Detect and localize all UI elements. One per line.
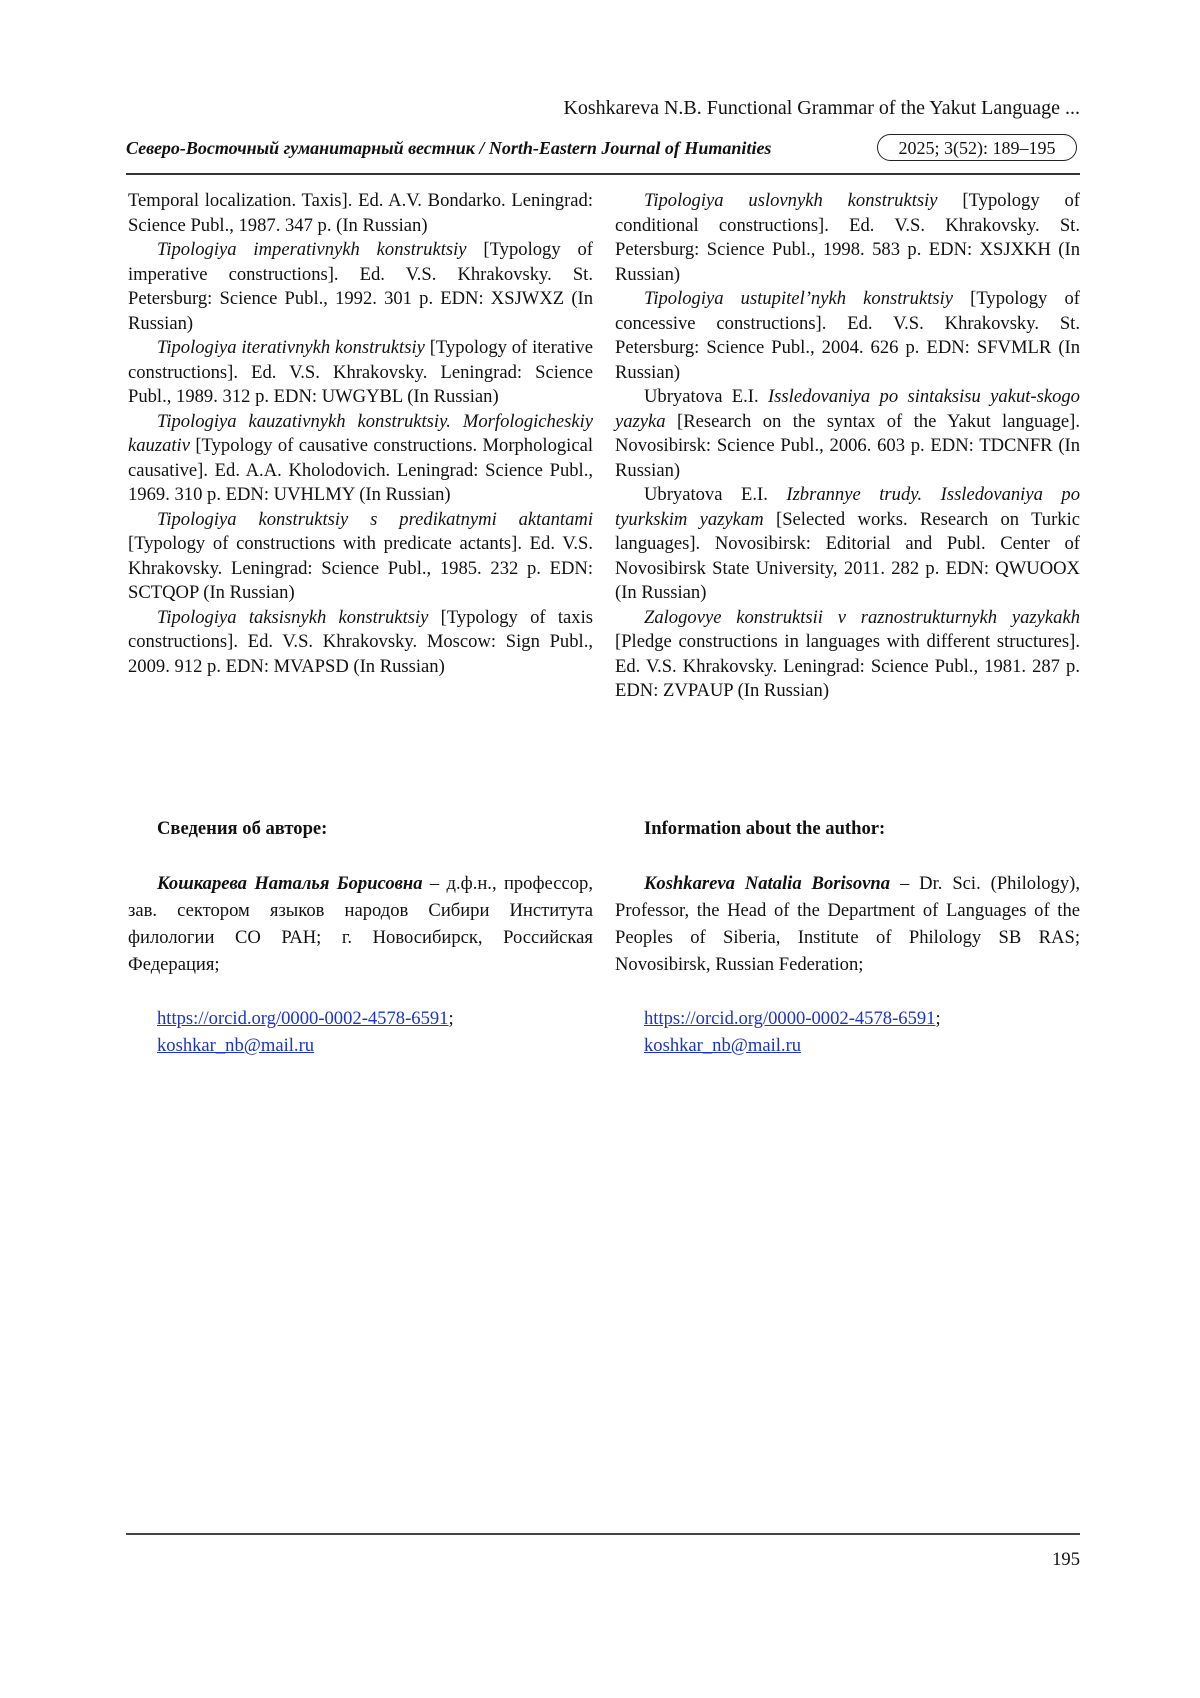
- footer-rule: [126, 1533, 1080, 1535]
- reference-item: Tipologiya uslovnykh konstruktsiy [Typology of conditional constructions]. Ed. V.S. Khrakovsky. St. Petersburg: Science Publ., 1998. 583 p. EDN: XSJXKH (In Russian): [615, 190, 1080, 285]
- journal-header: [126, 136, 1080, 170]
- reference-item: Tipologiya kauzativnykh konstruktsiy. Morfologicheskiy kauzativ [Typology of causative constructions. Morphological causative]. Ed. A.A. Kholodovich. Leningrad: Science Publ., 1969. 310 p. EDN: UVHLMY (In Russian): [128, 410, 593, 505]
- reference-item: Tipologiya taksisnykh konstruktsiy [Typology of taxis constructions]. Ed. V.S. Khrakovsky. Moscow: Sign Publ., 2009. 912 p. EDN: MVAPSD (In Russian): [128, 606, 593, 677]
- orcid-link-ru[interactable]: https://orcid.org/0000-0002-4578-6591: [157, 1008, 449, 1029]
- reference-item: Ubryatova E.I. Izbrannye trudy. Issledovaniya po tyurkskim yazykam [Selected works. Research on Turkic languages]. Novosibirsk: Editorial and Publ. Center of Novosibirsk State University, 2011. 282 p. EDN: QWUOOX (In Russian): [615, 484, 1080, 603]
- references-left-column: [128, 189, 593, 679]
- author-info-en: [615, 815, 1080, 1059]
- author-description-en: Koshkareva Natalia Borisovna – Dr. Sci. (Philology), Professor, the Head of the Department of Languages of the Peoples of Siberia, Institute of Philology SB RAS; Novosibirsk, Russian Federation;: [615, 873, 1080, 975]
- email-link-en[interactable]: koshkar_nb@mail.ru: [644, 1035, 802, 1056]
- reference-item: Ubryatova E.I. Issledovaniya po sintaksisu yakut-skogo yazyka [Research on the syntax of the Yakut language]. Novosibirsk: Science Publ., 2006. 603 p. EDN: TDCNFR (In Russian): [615, 386, 1080, 481]
- author-info-ru: [128, 815, 593, 1059]
- reference-item: Zalogovye konstruktsii v raznostrukturnykh yazykakh [Pledge constructions in languages with different structures]. Ed. V.S. Khrakovsky. Leningrad: Science Publ., 1981. 287 p. EDN: ZVPAUP (In Russian): [615, 606, 1080, 701]
- reference-item: Temporal localization. Taxis]. Ed. A.V. Bondarko. Leningrad: Science Publ., 1987. 347 p. (In Russian): [128, 190, 593, 236]
- header-rule: [126, 173, 1080, 175]
- author-heading-ru: Сведения об авторе:: [157, 818, 328, 839]
- email-link-ru[interactable]: koshkar_nb@mail.ru: [157, 1035, 315, 1056]
- issue-badge: 2025; 3(52): 189–195: [877, 134, 1077, 161]
- references-right-column: [615, 189, 1080, 704]
- running-title: Koshkareva N.B. Functional Grammar of the Yakut Language ...: [563, 97, 1080, 119]
- author-links-ru: https://orcid.org/0000-0002-4578-6591; koshkar_nb@mail.ru: [157, 1008, 454, 1056]
- reference-item: Tipologiya imperativnykh konstruktsiy [Typology of imperative constructions]. Ed. V.S. Khrakovsky. St. Petersburg: Science Publ., 1992. 301 p. EDN: XSJWXZ (In Russian): [128, 239, 593, 334]
- author-heading-en: Information about the author:: [644, 818, 886, 839]
- orcid-link-en[interactable]: https://orcid.org/0000-0002-4578-6591: [644, 1008, 936, 1029]
- author-description-ru: Кошкарева Наталья Борисовна – д.ф.н., профессор, зав. сектором языков народов Сибири Института филологии СО РАН; г. Новосибирск, Российская Федерация;: [128, 873, 593, 975]
- author-name-en: Koshkareva Natalia Borisovna: [644, 873, 891, 894]
- reference-item: Tipologiya iterativnykh konstruktsiy [Typology of iterative constructions]. Ed. V.S. Khrakovsky. Leningrad: Science Publ., 1989. 312 p. EDN: UWGYBL (In Russian): [128, 337, 593, 407]
- reference-item: Tipologiya konstruktsiy s predikatnymi aktantami [Typology of constructions with predicate actants]. Ed. V.S. Khrakovsky. Leningrad: Science Publ., 1985. 232 p. EDN: SCTQOP (In Russian): [128, 508, 593, 603]
- page-number: 195: [1052, 1549, 1080, 1570]
- author-links-en: https://orcid.org/0000-0002-4578-6591; koshkar_nb@mail.ru: [644, 1008, 941, 1056]
- journal-name: Северо-Восточный гуманитарный вестник / North-Eastern Journal of Humanities: [126, 138, 772, 158]
- author-name-ru: Кошкарева Наталья Борисовна: [157, 873, 423, 894]
- reference-item: Tipologiya ustupitel’nykh konstruktsiy [Typology of concessive constructions]. Ed. V.S. Khrakovsky. St. Petersburg: Science Publ., 2004. 626 p. EDN: SFVMLR (In Russian): [615, 288, 1080, 383]
